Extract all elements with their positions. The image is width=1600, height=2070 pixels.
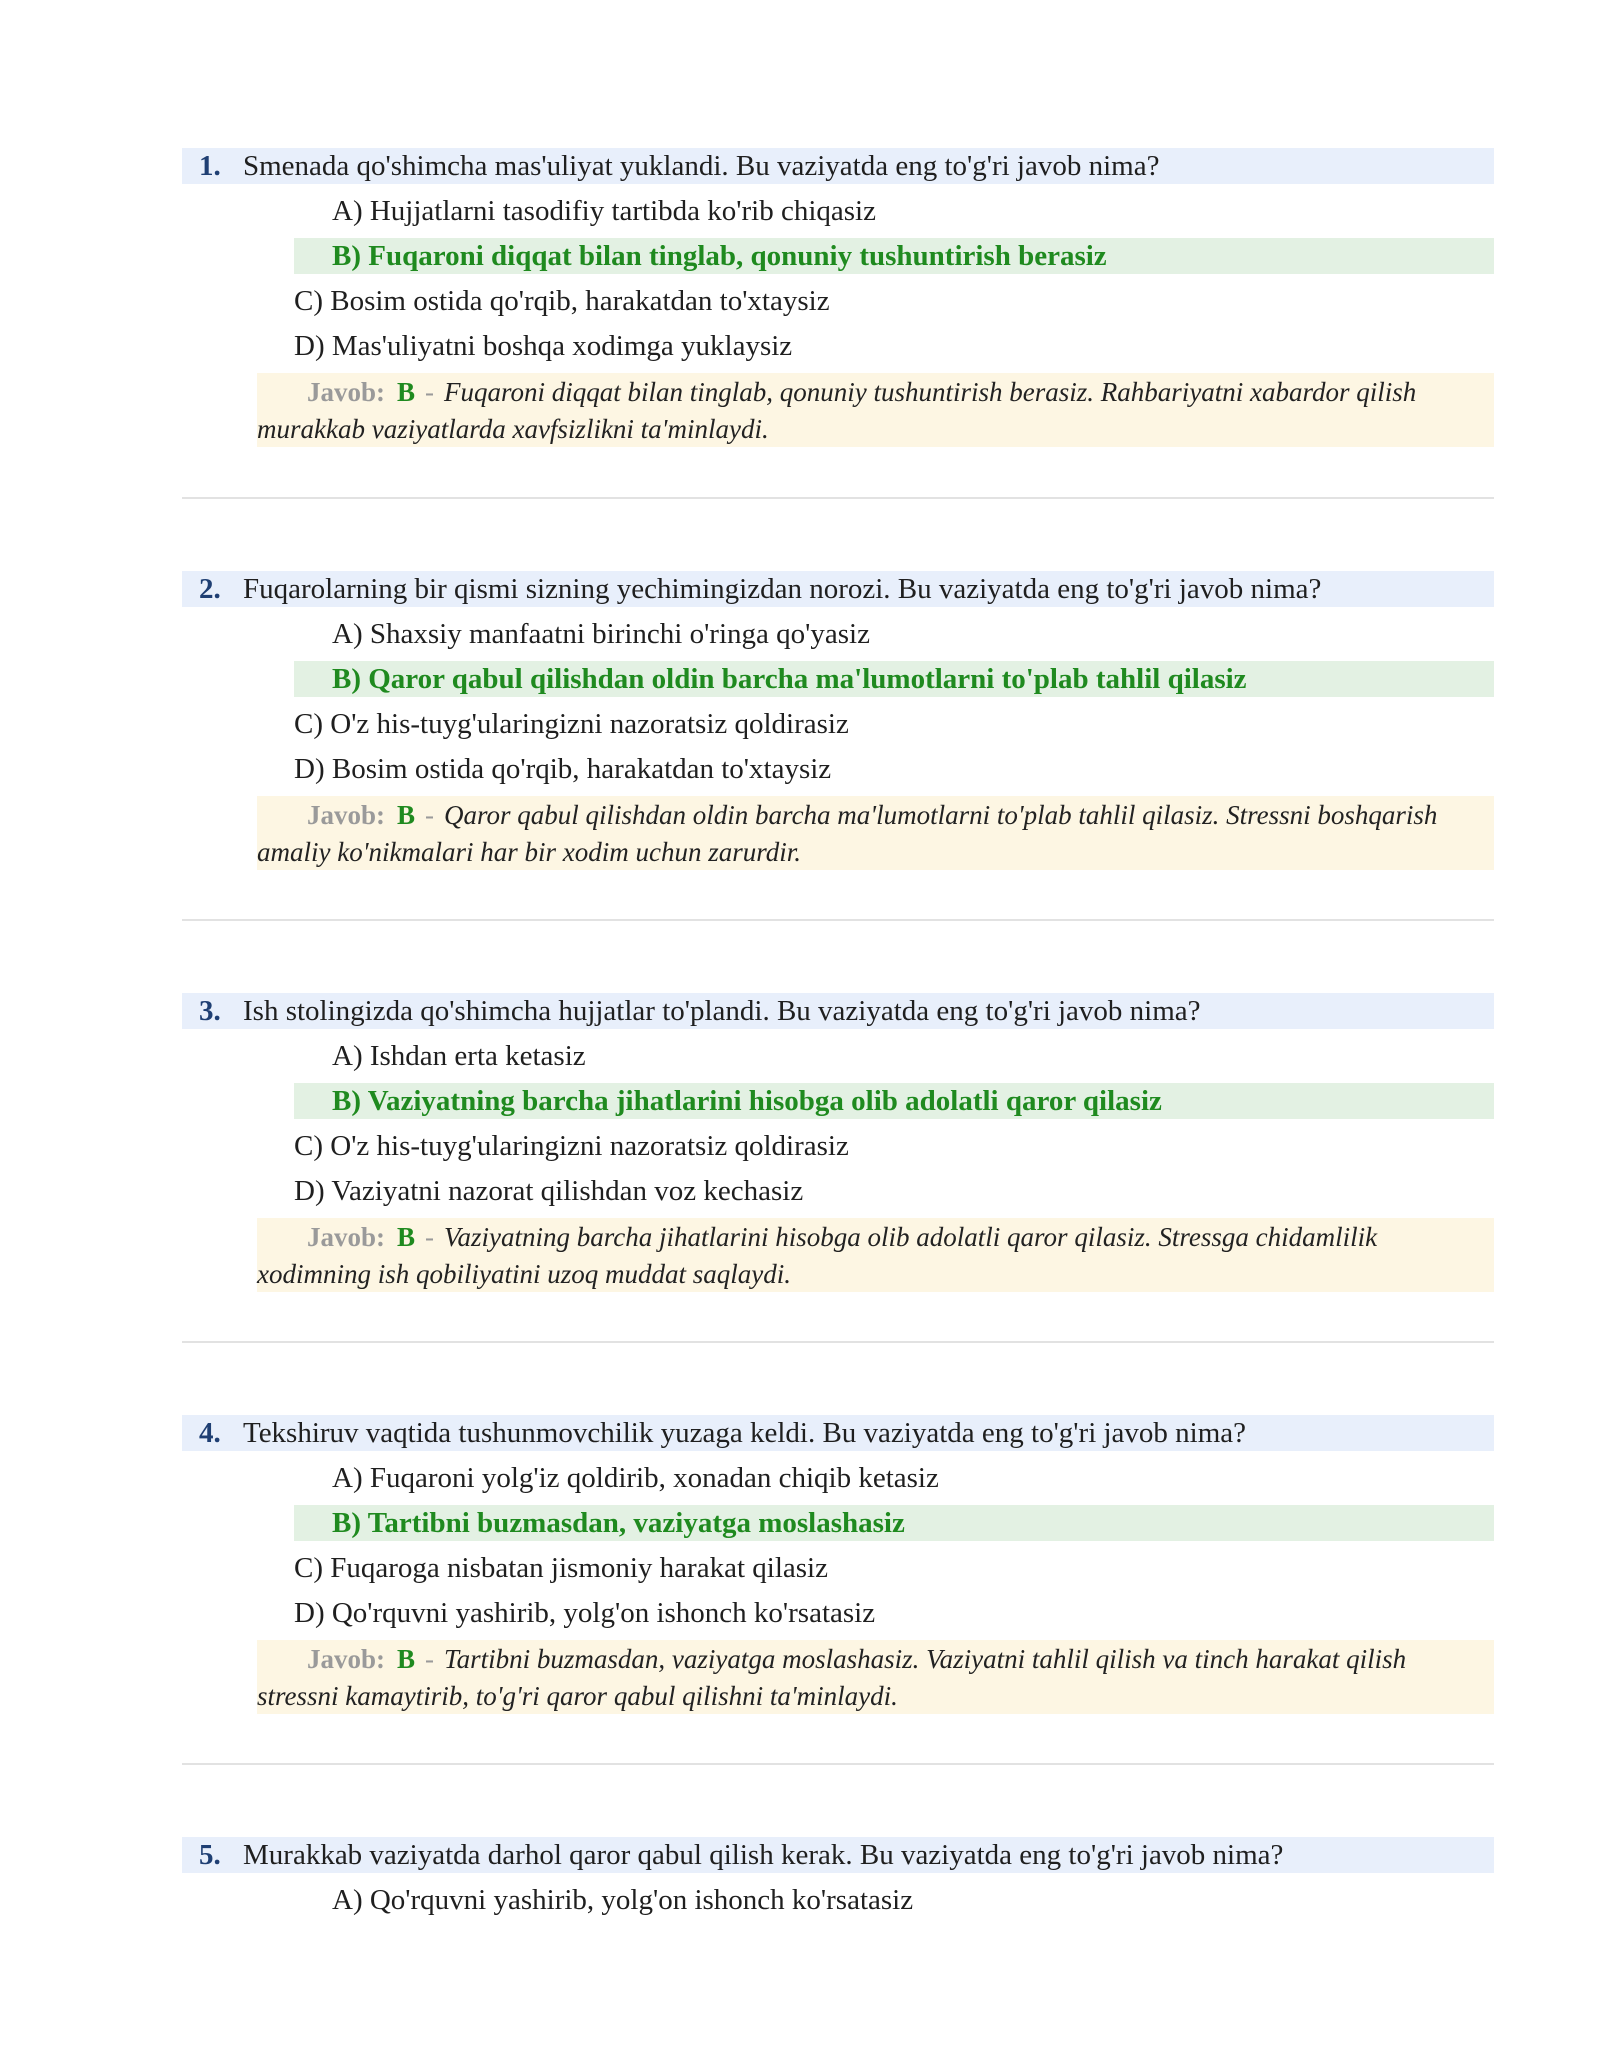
option-c: C) O'z his-tuyg'ularingizni nazoratsiz qoldirasiz	[294, 1130, 849, 1162]
question-text: Murakkab vaziyatda darhol qaror qabul qilish kerak. Bu vaziyatda eng to'g'ri javob nima?	[243, 1839, 1284, 1871]
question-header	[182, 571, 1494, 607]
divider	[182, 919, 1494, 921]
answer-label: Javob:	[307, 800, 386, 830]
question-header	[182, 993, 1494, 1029]
option-b-label: B) Vaziyatning barcha jihatlarini hisobga olib adolatli qaror qilasiz	[332, 1085, 1162, 1117]
option-a: A) Fuqaroni yolg'iz qoldirib, xonadan chiqib ketasiz	[332, 1462, 939, 1494]
answer-box	[257, 1640, 1494, 1714]
answer-explanation: Fuqaroni diqqat bilan tinglab, qonuniy tushuntirish berasiz. Rahbariyatni xabardor qilish murakkab vaziyatlarda xavfsizlikni ta'minlaydi.	[257, 377, 1417, 444]
answer-box	[257, 1218, 1494, 1292]
answer-dash: -	[425, 800, 435, 830]
question-text: Ish stolingizda qo'shimcha hujjatlar to'plandi. Bu vaziyatda eng to'g'ri javob nima?	[243, 995, 1201, 1027]
question-text: Tekshiruv vaqtida tushunmovchilik yuzaga keldi. Bu vaziyatda eng to'g'ri javob nima?	[243, 1417, 1247, 1449]
option-b-label: B) Qaror qabul qilishdan oldin barcha ma'lumotlarni to'plab tahlil qilasiz	[332, 663, 1247, 695]
option-d: D) Bosim ostida qo'rqib, harakatdan to'xtaysiz	[294, 753, 832, 785]
option-b-correct	[294, 1505, 1494, 1541]
question-number: 4.	[199, 1417, 221, 1449]
answer-letter: B	[397, 377, 416, 407]
question-text: Smenada qo'shimcha mas'uliyat yuklandi. Bu vaziyatda eng to'g'ri javob nima?	[243, 150, 1160, 182]
answer-explanation: Tartibni buzmasdan, vaziyatga moslashasiz. Vaziyatni tahlil qilish va tinch harakat qilish stressni kamaytirib, to'g'ri qaror qabul qilishni ta'minlaydi.	[257, 1644, 1407, 1711]
option-d: D) Vaziyatni nazorat qilishdan voz kechasiz	[294, 1175, 804, 1207]
option-a: A) Shaxsiy manfaatni birinchi o'ringa qo'yasiz	[332, 618, 870, 650]
option-b-label: B) Tartibni buzmasdan, vaziyatga moslashasiz	[332, 1507, 905, 1539]
answer-letter: B	[397, 1222, 416, 1252]
question-header	[182, 148, 1494, 184]
question-number: 5.	[199, 1839, 221, 1871]
answer-label: Javob:	[307, 1644, 386, 1674]
option-d: D) Mas'uliyatni boshqa xodimga yuklaysiz	[294, 330, 793, 362]
option-c: C) O'z his-tuyg'ularingizni nazoratsiz qoldirasiz	[294, 708, 849, 740]
divider	[182, 1341, 1494, 1343]
option-a: A) Qo'rquvni yashirib, yolg'on ishonch ko'rsatasiz	[332, 1884, 914, 1916]
option-b-correct	[294, 1083, 1494, 1119]
question-text: Fuqarolarning bir qismi sizning yechimingizdan norozi. Bu vaziyatda eng to'g'ri javob nima?	[243, 573, 1322, 605]
answer-explanation: Vaziyatning barcha jihatlarini hisobga olib adolatli qaror qilasiz. Stressga chidamlilik xodimning ish qobiliyatini uzoq muddat saqlaydi.	[257, 1222, 1378, 1289]
answer-explanation: Qaror qabul qilishdan oldin barcha ma'lumotlarni to'plab tahlil qilasiz. Stressni boshqarish amaliy ko'nikmalari har bir xodim uchun zarurdir.	[257, 800, 1438, 867]
question-header	[182, 1837, 1494, 1873]
option-b-correct	[294, 238, 1494, 274]
answer-letter: B	[397, 1644, 416, 1674]
answer-box	[257, 796, 1494, 870]
answer-box	[257, 373, 1494, 447]
option-d: D) Qo'rquvni yashirib, yolg'on ishonch ko'rsatasiz	[294, 1597, 876, 1629]
option-b-label: B) Fuqaroni diqqat bilan tinglab, qonuniy tushuntirish berasiz	[332, 240, 1107, 272]
question-number: 2.	[199, 573, 221, 605]
option-a: A) Ishdan erta ketasiz	[332, 1040, 586, 1072]
divider	[182, 497, 1494, 499]
option-b-correct	[294, 661, 1494, 697]
option-c: C) Bosim ostida qo'rqib, harakatdan to'xtaysiz	[294, 285, 830, 317]
answer-dash: -	[425, 1222, 435, 1252]
question-header	[182, 1415, 1494, 1451]
question-number: 3.	[199, 995, 221, 1027]
answer-dash: -	[425, 377, 435, 407]
option-a: A) Hujjatlarni tasodifiy tartibda ko'rib chiqasiz	[332, 195, 876, 227]
option-c: C) Fuqaroga nisbatan jismoniy harakat qilasiz	[294, 1552, 828, 1584]
answer-label: Javob:	[307, 1222, 386, 1252]
answer-dash: -	[425, 1644, 435, 1674]
answer-letter: B	[397, 800, 416, 830]
answer-label: Javob:	[307, 377, 386, 407]
question-number: 1.	[199, 150, 221, 182]
divider	[182, 1763, 1494, 1765]
